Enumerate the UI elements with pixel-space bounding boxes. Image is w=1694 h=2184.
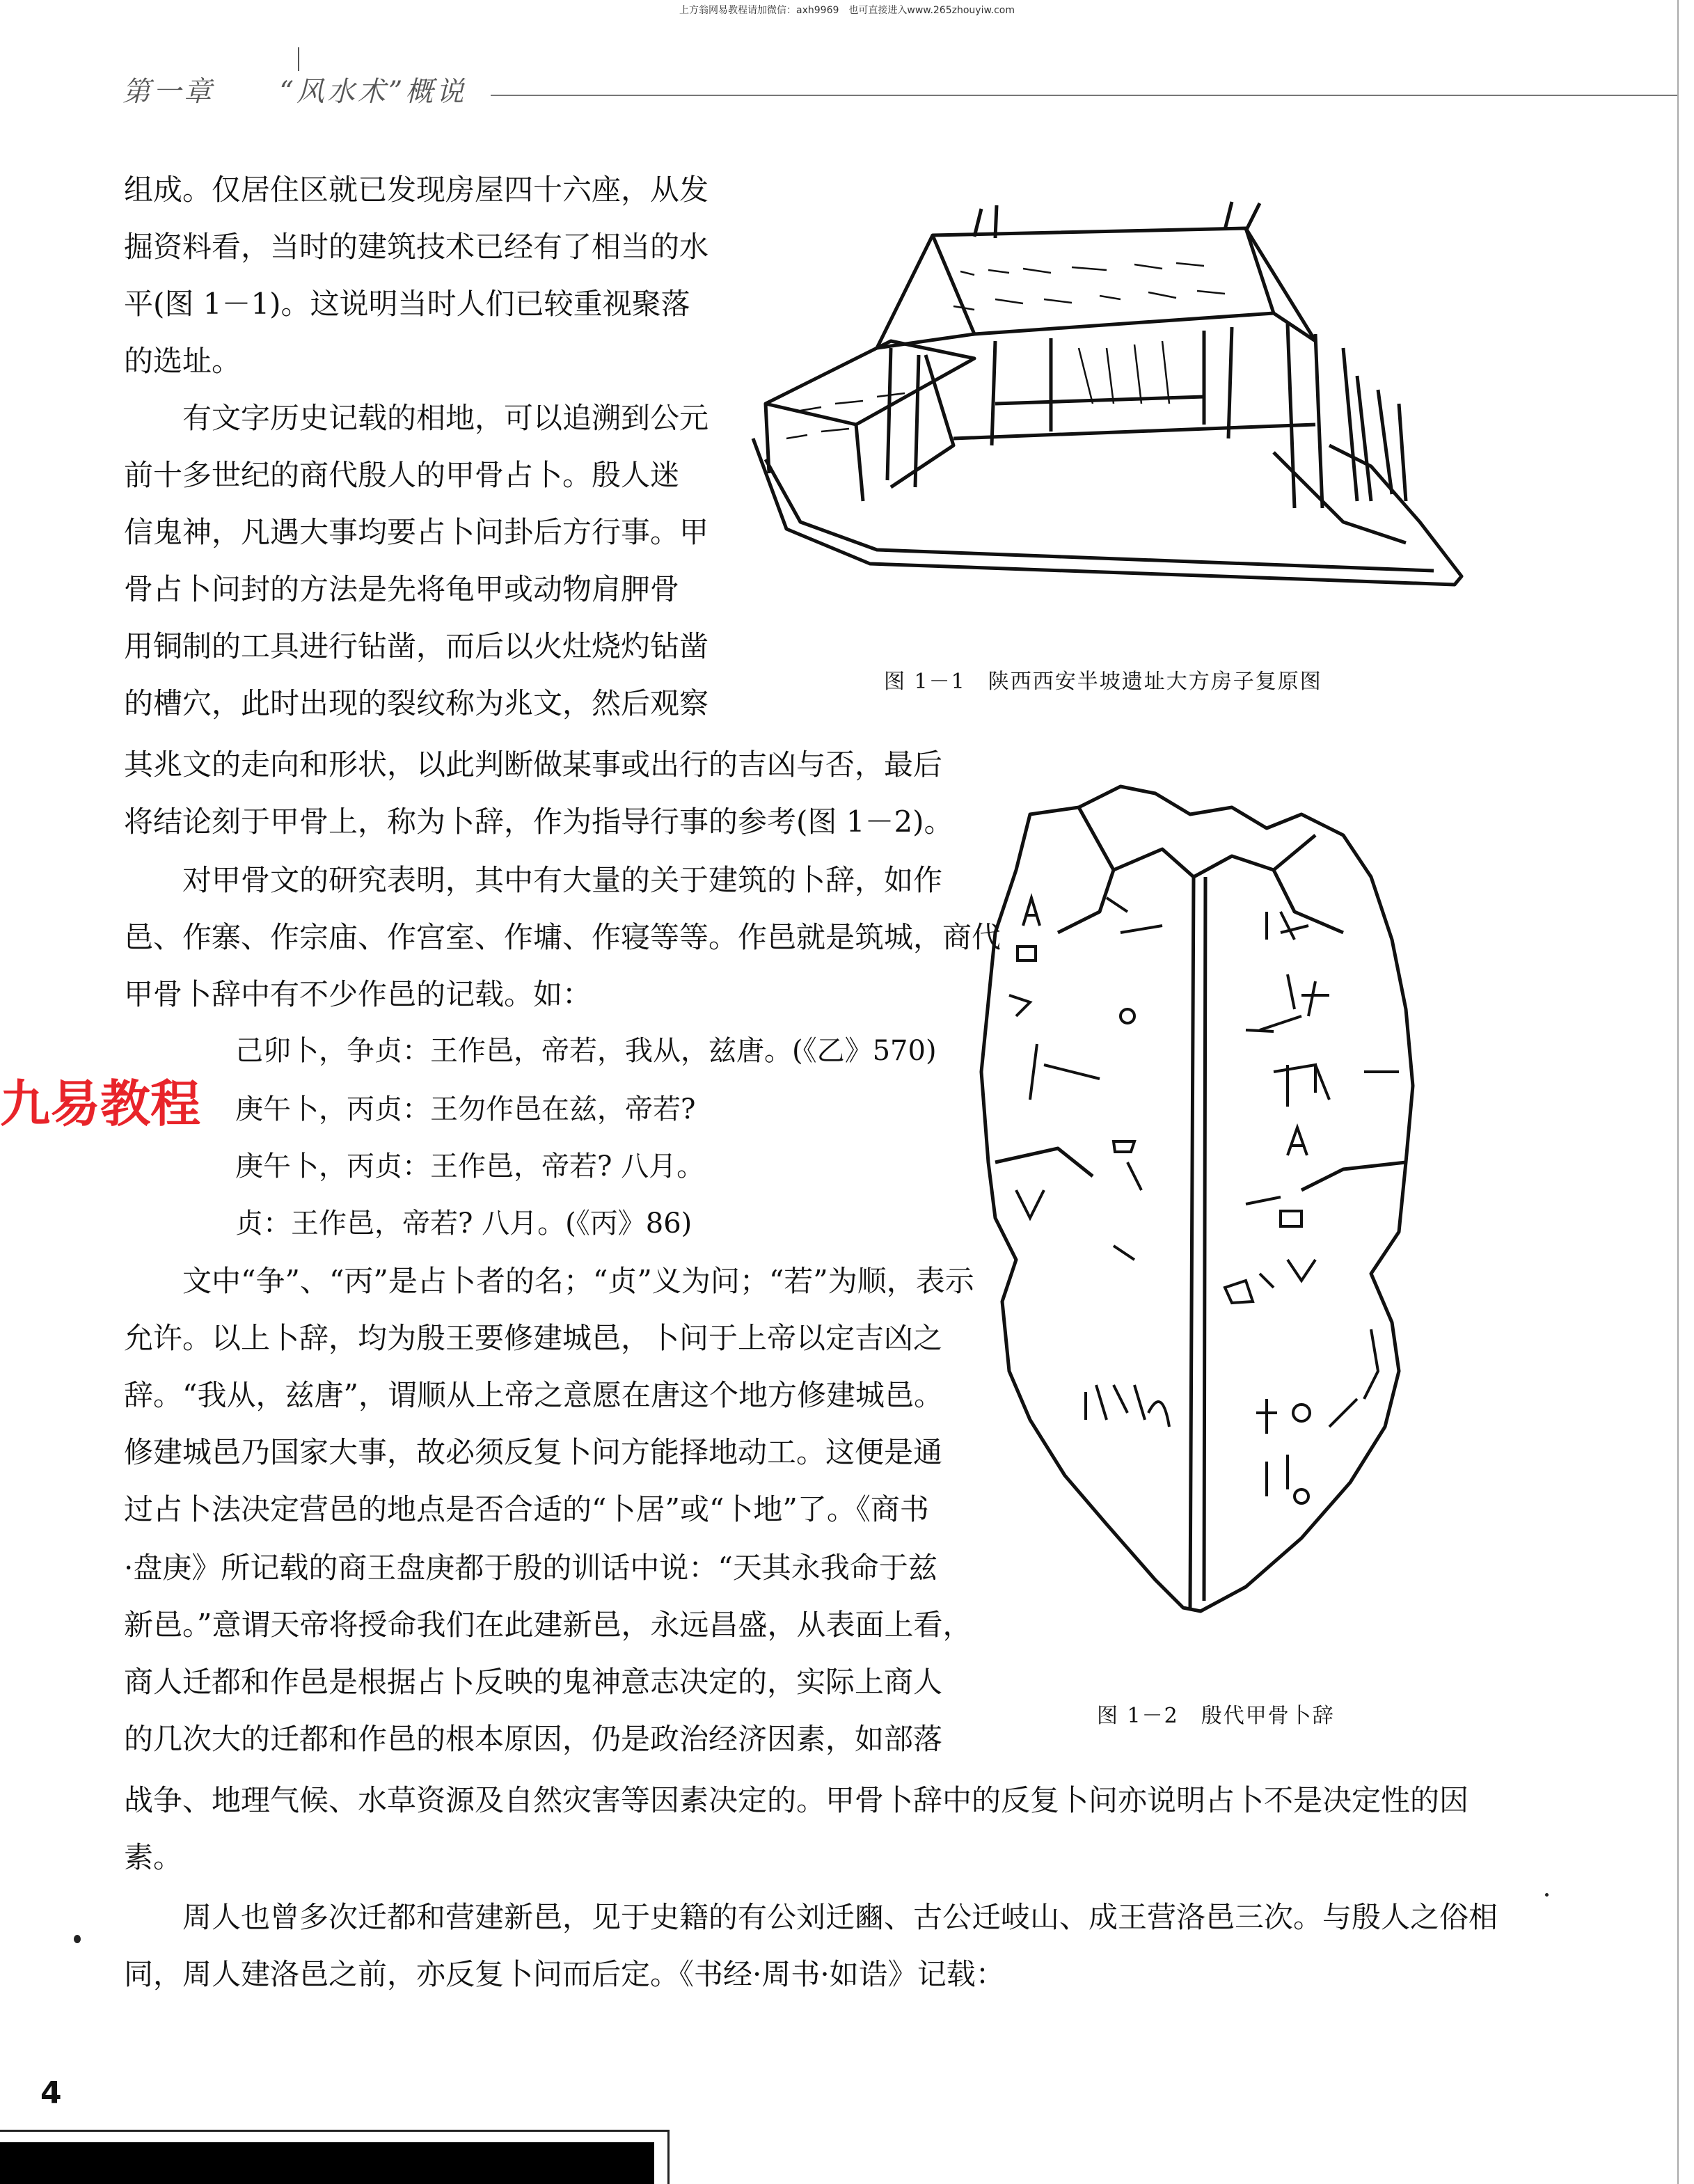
oracle-quote: 己卯卜，争贞：王作邑，帝若，我从，兹唐。(《乙》570)	[235, 1035, 937, 1067]
body-line: 平(图 1－1)。这说明当时人们已较重视聚落	[124, 287, 690, 321]
bottom-scan-bar	[0, 2142, 654, 2184]
body-line: 组成。仅居住区就已发现房屋四十六座，从发	[124, 173, 709, 207]
body-line: 的槽穴，此时出现的裂纹称为兆文，然后观察	[124, 686, 709, 720]
body-line: 用铜制的工具进行钻凿，而后以火灶烧灼钻凿	[124, 629, 709, 663]
figure-caption: 图 1－1 陕西西安半坡遗址大方房子复原图	[884, 670, 1322, 694]
body-line: 周人也曾多次迁都和营建新邑，见于史籍的有公刘迁豳、古公迁岐山、成王营洛邑三次。与殷人之俗相	[153, 1900, 1498, 1934]
body-line: 辞。“我从，兹唐”，谓顺从上帝之意愿在唐这个地方修建城邑。	[124, 1378, 943, 1412]
header-rule	[491, 95, 1677, 96]
body-line: 过占卜法决定营邑的地点是否合适的“卜居”或“卜地”了。《商书	[124, 1492, 929, 1526]
page-edge-line	[1677, 0, 1679, 2184]
body-line: 商人迁都和作邑是根据占卜反映的鬼神意志决定的，实际上商人	[124, 1665, 943, 1699]
body-line: 邑、作寨、作宗庙、作宫室、作墉、作寝等等。作邑就是筑城，商代	[124, 920, 1002, 954]
body-line: 将结论刻于甲骨上，称为卜辞，作为指导行事的参考(图 1－2)。	[124, 805, 953, 839]
body-line: 掘资料看，当时的建筑技术已经有了相当的水	[124, 230, 709, 264]
body-line: 允许。以上卜辞，均为殷王要修建城邑，卜问于上帝以定吉凶之	[124, 1321, 943, 1355]
body-line: 对甲骨文的研究表明，其中有大量的关于建筑的卜辞，如作	[153, 863, 943, 897]
body-line: 文中“争”、“丙”是占卜者的名；“贞”义为问；“若”为顺，表示	[153, 1264, 974, 1298]
print-speck	[1545, 1893, 1549, 1897]
oracle-quote: 庚午卜，丙贞：王作邑，帝若? 八月。	[235, 1150, 705, 1182]
oracle-bone-figure	[953, 773, 1441, 1615]
body-line: 战争、地理气候、水草资源及自然灾害等因素决定的。甲骨卜辞中的反复卜问亦说明占卜不是决定性的因	[124, 1783, 1469, 1817]
body-line: 有文字历史记载的相地，可以追溯到公元	[153, 401, 709, 435]
body-line: 的几次大的迁都和作邑的根本原因，仍是政治经济因素，如部落	[124, 1722, 943, 1756]
body-line: 修建城邑乃国家大事，故必须反复卜问方能择地动工。这便是通	[124, 1435, 943, 1469]
body-line: 前十多世纪的商代殷人的甲骨占卜。殷人迷	[124, 458, 680, 492]
margin-tick	[298, 47, 299, 71]
page-number: 4	[40, 2075, 62, 2111]
top-note: 上方翁网易教程请加微信：axh9969 也可直接进入www.265zhouyiw.com	[679, 5, 1015, 16]
body-line: 甲骨卜辞中有不少作邑的记载。如：	[124, 977, 592, 1011]
oracle-quote: 庚午卜，丙贞：王勿作邑在兹，帝若?	[235, 1093, 696, 1125]
body-line: ·盘庚》所记载的商王盘庚都于殷的训话中说：“天其永我命于兹	[124, 1551, 937, 1585]
body-line: 信鬼神，凡遇大事均要占卜问卦后方行事。甲	[124, 515, 709, 549]
body-line: 素。	[124, 1840, 183, 1874]
body-line: 新邑。”意谓天帝将授命我们在此建新邑，永远昌盛，从表面上看，	[124, 1608, 972, 1642]
running-header	[122, 70, 466, 109]
figure-caption: 图 1－2 殷代甲骨卜辞	[1097, 1704, 1335, 1728]
chapter-title: “风水术”概说	[279, 76, 467, 108]
chapter-label: 第一章	[122, 76, 214, 108]
oracle-quote: 贞：王作邑，帝若? 八月。(《丙》86)	[235, 1208, 692, 1240]
body-line: 其兆文的走向和形状，以此判断做某事或出行的吉凶与否，最后	[124, 747, 943, 782]
watermark-logo: 九易教程	[0, 1075, 201, 1133]
body-line: 的选址。	[124, 344, 242, 378]
print-speck	[74, 1935, 81, 1943]
house-reconstruction-figure	[745, 195, 1469, 592]
body-line: 同，周人建洛邑之前，亦反复卜问而后定。《书经·周书·如诰》记载：	[124, 1957, 1005, 1991]
body-line: 骨占卜问封的方法是先将龟甲或动物肩胛骨	[124, 572, 680, 606]
